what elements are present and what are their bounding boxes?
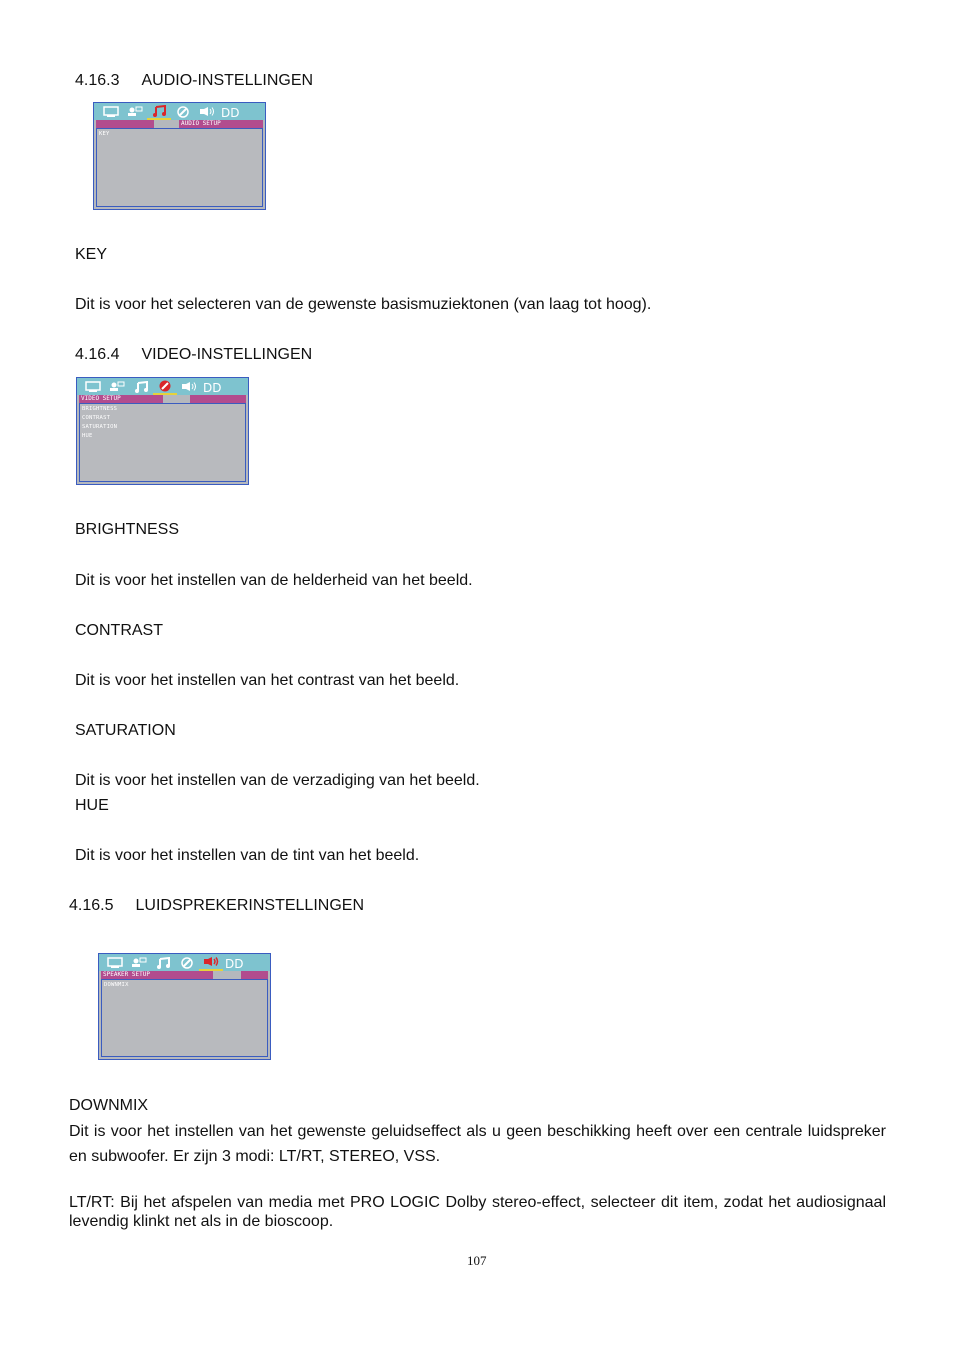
- music-note-icon: [147, 103, 171, 120]
- osd-panel: [96, 128, 263, 207]
- monitor-icon: [103, 954, 127, 971]
- video-disc-icon: [175, 954, 199, 971]
- term-brightness: BRIGHTNESS: [75, 521, 180, 538]
- section-title: VIDEO-INSTELLINGEN: [141, 346, 313, 363]
- term-downmix: DOWNMIX: [69, 1097, 149, 1114]
- osd-item-key: KEY: [99, 131, 110, 137]
- desc-key: Dit is voor het selecteren van de gewenste basismuziektonen (van laag tot hoog).: [75, 296, 652, 313]
- section-number: 4.16.4: [75, 346, 120, 363]
- dolby-digital-icon: [219, 103, 243, 120]
- osd-header-left: [96, 120, 154, 128]
- desc-downmix: Dit is voor het instellen van het gewenste geluidseffect als u geen beschikking heeft over een centrale luidspreker en subwoofer. Er zijn 3 modi: LT/RT, STEREO, VSS.: [69, 1123, 886, 1165]
- speaker-icon: [177, 378, 201, 395]
- svg-text:DD: DD: [221, 105, 240, 118]
- video-disc-icon: [153, 378, 177, 395]
- desc-ltrt: LT/RT: Bij het afspelen van media met PRO LOGIC Dolby stereo-effect, selecteer dit item, zodat het audiosignaal levendig klinkt net als in de bioscoop.: [69, 1194, 886, 1230]
- section-title: AUDIO-INSTELLINGEN: [141, 72, 314, 89]
- section-heading-audio: [75, 71, 313, 91]
- monitor-icon: [99, 103, 123, 120]
- dolby-digital-icon: [201, 378, 225, 395]
- music-note-icon: [151, 954, 175, 971]
- language-icon: [105, 378, 129, 395]
- term-contrast: CONTRAST: [75, 622, 163, 639]
- page-number: 107: [467, 1253, 487, 1268]
- osd-item-brightness: BRIGHTNESS: [82, 406, 118, 412]
- osd-audio-setup-screenshot: [93, 102, 266, 210]
- osd-item-hue: HUE: [82, 433, 93, 439]
- svg-text:DD: DD: [225, 956, 244, 969]
- section-title: LUIDSPREKERINSTELLINGEN: [135, 897, 364, 914]
- music-note-icon: [129, 378, 153, 395]
- dolby-digital-icon: [223, 954, 247, 971]
- osd-header-right: [190, 395, 246, 403]
- osd-video-setup-screenshot: [76, 377, 249, 485]
- language-icon: [127, 954, 151, 971]
- desc-hue: Dit is voor het instellen van de tint van het beeld.: [75, 847, 420, 864]
- osd-header-right: [241, 971, 268, 979]
- video-disc-icon: [171, 103, 195, 120]
- speaker-icon: [199, 954, 223, 971]
- term-key: KEY: [75, 246, 108, 263]
- desc-brightness: Dit is voor het instellen van de helderheid van het beeld.: [75, 572, 473, 589]
- osd-item-downmix: DOWNMIX: [104, 982, 129, 988]
- section-heading-speaker: [69, 896, 364, 916]
- osd-item-saturation: SATURATION: [82, 424, 118, 430]
- section-number: 4.16.3: [75, 72, 120, 89]
- osd-item-contrast: CONTRAST: [82, 415, 111, 421]
- osd-panel: [79, 403, 246, 482]
- osd-header: SPEAKER SETUP: [101, 971, 213, 979]
- osd-speaker-setup-screenshot: [98, 953, 271, 1060]
- monitor-icon: [81, 378, 105, 395]
- desc-contrast: Dit is voor het instellen van het contrast van het beeld.: [75, 672, 460, 689]
- speaker-icon: [195, 103, 219, 120]
- svg-text:DD: DD: [203, 380, 222, 393]
- osd-panel: [101, 979, 268, 1057]
- section-heading-video: [75, 345, 312, 365]
- osd-header: AUDIO SETUP: [179, 120, 263, 128]
- language-icon: [123, 103, 147, 120]
- term-saturation: SATURATION: [75, 722, 176, 739]
- section-number: 4.16.5: [69, 897, 114, 914]
- term-hue: HUE: [75, 797, 109, 814]
- desc-saturation: Dit is voor het instellen van de verzadiging van het beeld.: [75, 772, 480, 789]
- osd-header: VIDEO SETUP: [79, 395, 163, 403]
